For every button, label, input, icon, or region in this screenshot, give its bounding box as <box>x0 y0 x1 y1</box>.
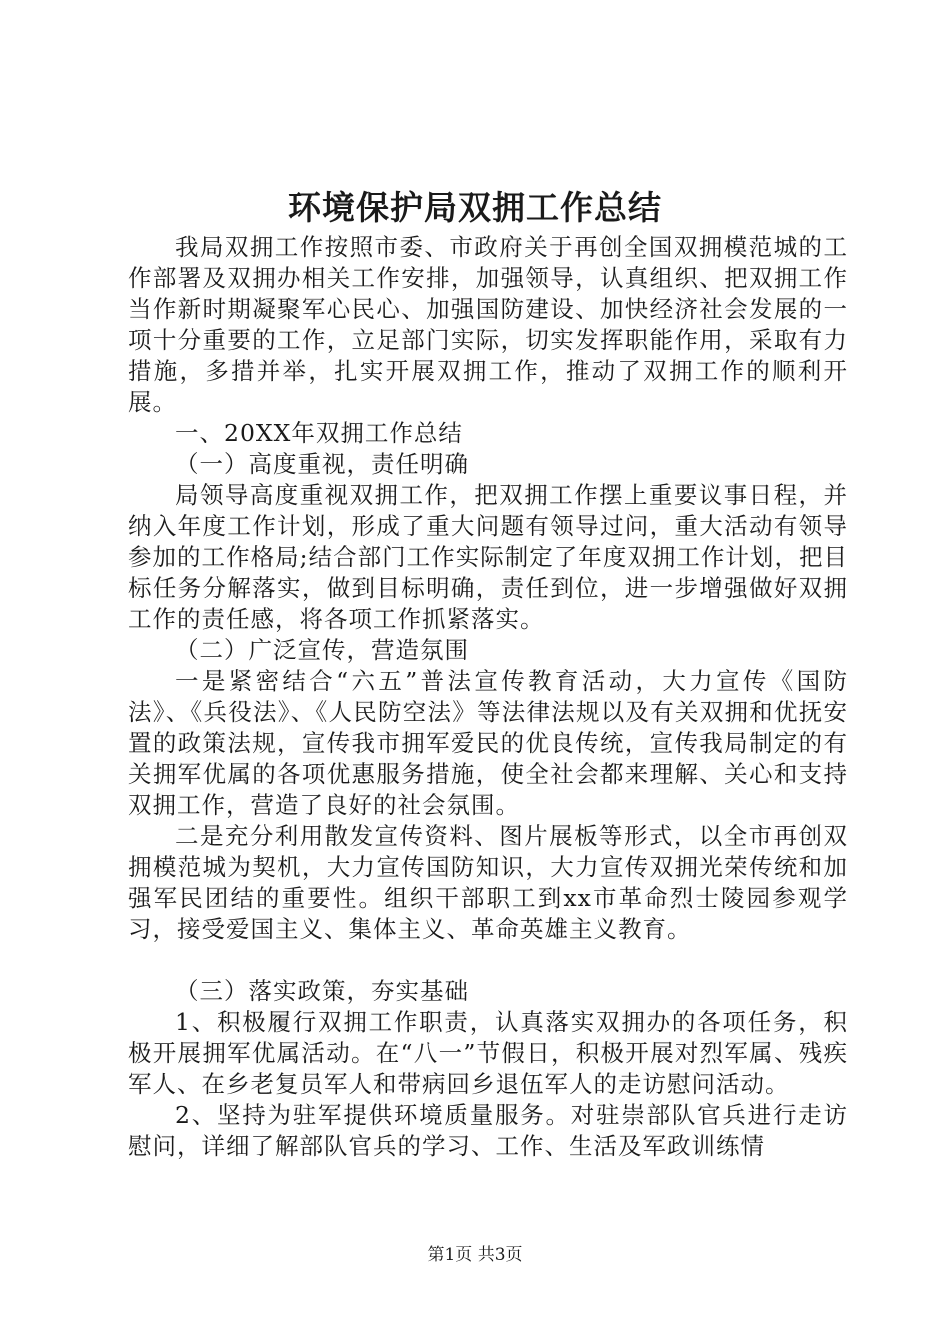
subsection-heading-3: （三）落实政策，夯实基础 <box>175 977 469 1005</box>
document-title: 环境保护局双拥工作总结 <box>288 188 662 227</box>
body-paragraph: 1、积极履行双拥工作职责，认真落实双拥办的各项任务，积极开展拥军优属活动。在“八一”节假日，积极开展对烈军属、残疾军人、在乡老复员军人和带病回乡退伍军人的走访慰问活动。 <box>128 1008 848 1098</box>
body-paragraph: 一是紧密结合“六五”普法宣传教育活动，大力宣传《国防法》、《兵役法》、《人民防空法》等法律法规以及有关双拥和优抚安置的政策法规，宣传我市拥军爱民的优良传统，宣传我局制定的有关拥军优属的各项优惠服务措施，使全社会都来理解、关心和支持双拥工作，营造了良好的社会氛围。 <box>128 667 848 819</box>
subsection-heading-1: （一）高度重视，责任明确 <box>175 450 469 478</box>
body-paragraph: 二是充分利用散发宣传资料、图片展板等形式，以全市再创双拥模范城为契机，大力宣传国防知识，大力宣传双拥光荣传统和加强军民团结的重要性。组织干部职工到xx市革命烈士陵园参观学习，接受爱国主义、集体主义、革命英雄主义教育。 <box>128 822 848 943</box>
section-heading-1: 一、20XX年双拥工作总结 <box>175 419 463 447</box>
intro-paragraph: 我局双拥工作按照市委、市政府关于再创全国双拥模范城的工作部署及双拥办相关工作安排，加强领导，认真组织、把双拥工作当作新时期凝聚军心民心、加强国防建设、加快经济社会发展的一项十分重要的工作，立足部门实际，切实发挥职能作用，采取有力措施，多措并举，扎实开展双拥工作，推动了双拥工作的顺利开展。 <box>128 233 848 416</box>
body-paragraph: 2、坚持为驻军提供环境质量服务。对驻崇部队官兵进行走访慰问，详细了解部队官兵的学习、工作、生活及军政训练情 <box>128 1101 848 1160</box>
body-paragraph: 局领导高度重视双拥工作，把双拥工作摆上重要议事日程，并纳入年度工作计划，形成了重大问题有领导过问，重大活动有领导参加的工作格局;结合部门工作实际制定了年度双拥工作计划，把目标任务分解落实，做到目标明确，责任到位，进一步增强做好双拥工作的责任感，将各项工作抓紧落实。 <box>128 481 848 633</box>
subsection-heading-2: （二）广泛宣传，营造氛围 <box>175 636 469 664</box>
page-footer: 第1页 共3页 <box>427 1245 523 1265</box>
document-body <box>128 232 848 1162</box>
